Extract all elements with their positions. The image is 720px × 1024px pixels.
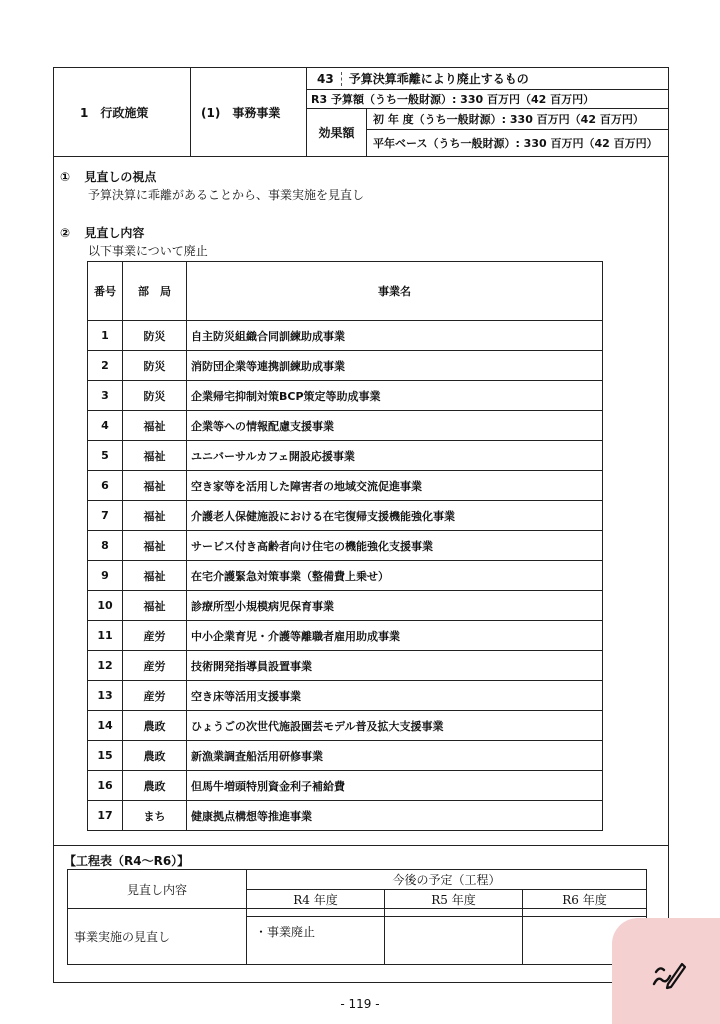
row-project-name: 診療所型小規模病児保育事業 — [187, 591, 603, 621]
table-row — [88, 501, 603, 531]
page-number: - 119 - — [340, 997, 380, 1011]
category-cell — [54, 68, 191, 156]
section1-text: 予算決算に乖離があることから、事業実施を見直し — [88, 188, 365, 202]
table-row — [88, 681, 603, 711]
row-number: 2 — [88, 351, 123, 381]
row-project-name: 空き床等活用支援事業 — [187, 681, 603, 711]
row-project-name: 中小企業育児・介護等離職者雇用助成事業 — [187, 621, 603, 651]
row-number: 3 — [88, 381, 123, 411]
section2-text: 以下事業について廃止 — [88, 244, 208, 258]
row-department: 福祉 — [123, 561, 187, 591]
table-row — [88, 351, 603, 381]
row-project-name: 在宅介護緊急対策事業（整備費上乗せ） — [187, 561, 603, 591]
schedule-label: 【工程表（R4～R6）】 — [64, 854, 190, 868]
row-number: 12 — [88, 651, 123, 681]
effect-normal-year: 平年ベース（うち一般財源）: 330 百万円（42 百万円） — [373, 137, 658, 150]
project-table-header — [88, 262, 603, 321]
row-project-name: 健康拠点構想等推進事業 — [187, 801, 603, 831]
table-row — [88, 801, 603, 831]
row-project-name: 空き家等を活用した障害者の地域交流促進事業 — [187, 471, 603, 501]
row-project-name: ひょうごの次世代施設園芸モデル普及拡大支援事業 — [187, 711, 603, 741]
schedule-table — [67, 869, 647, 965]
table-row — [88, 531, 603, 561]
schedule-year-r4: R4 年度 — [247, 890, 385, 909]
schedule-r4-content: ・事業廃止 — [247, 917, 385, 965]
row-department: 防災 — [123, 321, 187, 351]
section1-title: 見直しの視点 — [84, 170, 157, 184]
item-title: 予算決算乖離により廃止するもの — [348, 72, 529, 86]
schedule-spacer-r6 — [523, 909, 647, 917]
row-project-name: 但馬牛増頭特別資金利子補給費 — [187, 771, 603, 801]
section2-heading — [60, 224, 144, 241]
row-department: 農政 — [123, 741, 187, 771]
row-department: 産労 — [123, 621, 187, 651]
table-row — [88, 771, 603, 801]
item-title-row — [307, 68, 668, 90]
row-project-name: 新漁業調査船活用研修事業 — [187, 741, 603, 771]
table-row — [88, 651, 603, 681]
effect-label-cell — [307, 109, 367, 156]
header-project-name: 事業名 — [187, 262, 603, 321]
row-department: 福祉 — [123, 591, 187, 621]
row-number: 4 — [88, 411, 123, 441]
budget-text: R3 予算額（うち一般財源）: 330 百万円（42 百万円） — [311, 93, 595, 106]
row-number: 5 — [88, 441, 123, 471]
project-table-body — [88, 321, 603, 831]
row-project-name: ユニバーサルカフェ開設応援事業 — [187, 441, 603, 471]
row-number: 13 — [88, 681, 123, 711]
row-department: 福祉 — [123, 441, 187, 471]
row-project-name: 技術開発指導員設置事業 — [187, 651, 603, 681]
project-table — [87, 261, 603, 831]
subcategory-cell — [191, 68, 307, 156]
row-department: まち — [123, 801, 187, 831]
subcategory-text: (1) 事務事業 — [201, 105, 281, 120]
row-number: 9 — [88, 561, 123, 591]
row-project-name: 企業等への情報配慮支援事業 — [187, 411, 603, 441]
table-row — [88, 711, 603, 741]
row-department: 産労 — [123, 651, 187, 681]
effect-first-year-row — [367, 109, 668, 130]
schedule-r5-content — [385, 917, 523, 965]
section1-heading — [60, 168, 156, 185]
row-number: 7 — [88, 501, 123, 531]
header-department: 部 局 — [123, 262, 187, 321]
row-department: 農政 — [123, 771, 187, 801]
effect-first-year: 初 年 度（うち一般財源）: 330 百万円（42 百万円） — [373, 113, 644, 126]
table-row — [88, 321, 603, 351]
table-row — [88, 621, 603, 651]
row-department: 福祉 — [123, 471, 187, 501]
row-department: 産労 — [123, 681, 187, 711]
row-project-name: 自主防災組織合同訓練助成事業 — [187, 321, 603, 351]
row-number: 8 — [88, 531, 123, 561]
row-number: 11 — [88, 621, 123, 651]
schedule-spacer-r5 — [385, 909, 523, 917]
edit-fab-button[interactable] — [612, 918, 720, 1024]
row-department: 福祉 — [123, 531, 187, 561]
schedule-divider — [53, 845, 669, 846]
schedule-review-header: 見直し内容 — [68, 870, 247, 909]
budget-row — [307, 90, 668, 109]
row-department: 防災 — [123, 351, 187, 381]
schedule-row-label: 事業実施の見直し — [68, 909, 247, 965]
row-department: 福祉 — [123, 501, 187, 531]
row-number: 1 — [88, 321, 123, 351]
section2-marker: ② — [60, 226, 71, 240]
schedule-future-header: 今後の予定（工程） — [247, 870, 647, 890]
row-number: 17 — [88, 801, 123, 831]
schedule-year-r5: R5 年度 — [385, 890, 523, 909]
table-row — [88, 561, 603, 591]
table-row — [88, 741, 603, 771]
header-number: 番号 — [88, 262, 123, 321]
table-row — [88, 591, 603, 621]
row-number: 10 — [88, 591, 123, 621]
row-project-name: サービス付き高齢者向け住宅の機能強化支援事業 — [187, 531, 603, 561]
row-number: 6 — [88, 471, 123, 501]
row-number: 14 — [88, 711, 123, 741]
section2-title: 見直し内容 — [84, 226, 145, 240]
schedule-spacer-r4 — [247, 909, 385, 917]
table-row — [88, 471, 603, 501]
row-project-name: 介護老人保健施設における在宅復帰支援機能強化事業 — [187, 501, 603, 531]
row-department: 防災 — [123, 381, 187, 411]
table-row — [88, 381, 603, 411]
row-department: 農政 — [123, 711, 187, 741]
item-number: 43 — [317, 71, 334, 86]
row-project-name: 消防団企業等連携訓練助成事業 — [187, 351, 603, 381]
row-number: 15 — [88, 741, 123, 771]
edit-pen-icon — [648, 954, 688, 994]
schedule-year-r6: R6 年度 — [523, 890, 647, 909]
row-number: 16 — [88, 771, 123, 801]
section1-marker: ① — [60, 170, 71, 184]
table-row — [88, 411, 603, 441]
category-text: 1 行政施策 — [80, 105, 149, 120]
effect-label: 効果額 — [318, 126, 355, 140]
header-box — [53, 67, 669, 157]
row-department: 福祉 — [123, 411, 187, 441]
effect-normal-year-row — [367, 130, 668, 156]
row-project-name: 企業帰宅抑制対策BCP策定等助成事業 — [187, 381, 603, 411]
table-row — [88, 441, 603, 471]
dashed-divider — [341, 72, 342, 86]
